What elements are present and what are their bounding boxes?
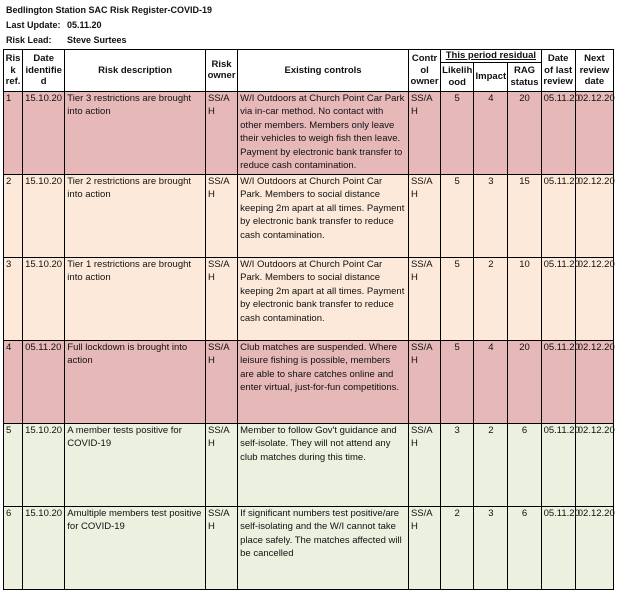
- cell-owner: SS/AH: [205, 423, 237, 506]
- cell-impact: 3: [474, 506, 508, 589]
- cell-owner: SS/AH: [205, 174, 237, 257]
- cell-controls: Club matches are suspended. Where leisure fishing is possible, members are able to share catches online and enter virtual, just-for-fun competitions.: [238, 340, 409, 423]
- cell-control-owner: SS/AH: [408, 340, 440, 423]
- cell-control-owner: SS/AH: [408, 91, 440, 174]
- cell-ref: 3: [4, 257, 23, 340]
- cell-last-review: 05.11.20: [541, 340, 575, 423]
- cell-ref: 5: [4, 423, 23, 506]
- cell-controls: Member to follow Gov't guidance and self-isolate. They will not attend any club matches during this time.: [238, 423, 409, 506]
- cell-likelihood: 2: [441, 506, 474, 589]
- cell-likelihood: 5: [441, 91, 474, 174]
- header-period-residual: This period residual: [441, 50, 541, 63]
- header-impact: Impact: [474, 62, 508, 91]
- cell-likelihood: 3: [441, 423, 474, 506]
- cell-rag: 20: [508, 91, 541, 174]
- cell-ref: 1: [4, 91, 23, 174]
- document-header: [6, 3, 212, 48]
- cell-date-identified: 15.10.20: [23, 91, 65, 174]
- cell-likelihood: 5: [441, 257, 474, 340]
- table-row: [4, 423, 614, 506]
- cell-owner: SS/AH: [205, 506, 237, 589]
- cell-date-identified: 15.10.20: [23, 506, 65, 589]
- risk-lead-row: [6, 33, 212, 48]
- cell-last-review: 05.11.20: [541, 91, 575, 174]
- cell-likelihood: 5: [441, 340, 474, 423]
- cell-owner: SS/AH: [205, 340, 237, 423]
- cell-next-review: 02.12.20: [575, 506, 613, 589]
- header-next-review-date: Next review date: [575, 50, 613, 92]
- cell-control-owner: SS/AH: [408, 506, 440, 589]
- last-update-row: [6, 18, 212, 33]
- cell-ref: 4: [4, 340, 23, 423]
- cell-date-identified: 15.10.20: [23, 423, 65, 506]
- cell-rag: 10: [508, 257, 541, 340]
- header-likelihood: Likelihood: [441, 62, 474, 91]
- cell-last-review: 05.11.20: [541, 423, 575, 506]
- header-rag-status: RAG status: [508, 62, 541, 91]
- cell-date-identified: 15.10.20: [23, 174, 65, 257]
- cell-control-owner: SS/AH: [408, 423, 440, 506]
- header-risk-description: Risk description: [65, 50, 206, 92]
- cell-rag: 15: [508, 174, 541, 257]
- header-risk-owner: Risk owner: [205, 50, 237, 92]
- cell-last-review: 05.11.20: [541, 257, 575, 340]
- cell-control-owner: SS/AH: [408, 257, 440, 340]
- cell-controls: W/I Outdoors at Church Point Car Park. Members to social distance keeping 2m apart at all times. Payment by electronic bank transfer to reduce cash contamination.: [238, 257, 409, 340]
- cell-owner: SS/AH: [205, 91, 237, 174]
- cell-next-review: 02.12.20: [575, 91, 613, 174]
- header-row-top: [4, 50, 614, 63]
- cell-description: Tier 3 restrictions are brought into action: [65, 91, 206, 174]
- last-update-label: Last Update:: [6, 20, 61, 30]
- cell-next-review: 02.12.20: [575, 257, 613, 340]
- document-title: Bedlington Station SAC Risk Register-COVID-19: [6, 5, 213, 15]
- risk-rows: [4, 91, 614, 589]
- cell-description: Full lockdown is brought into action: [65, 340, 206, 423]
- cell-rag: 20: [508, 340, 541, 423]
- cell-control-owner: SS/AH: [408, 174, 440, 257]
- cell-next-review: 02.12.20: [575, 423, 613, 506]
- risk-register-table-wrap: [3, 49, 614, 590]
- cell-ref: 6: [4, 506, 23, 589]
- cell-owner: SS/AH: [205, 257, 237, 340]
- cell-description: Amultiple members test positive for COVID-19: [65, 506, 206, 589]
- cell-rag: 6: [508, 423, 541, 506]
- cell-description: A member tests positive for COVID-19: [65, 423, 206, 506]
- table-row: [4, 91, 614, 174]
- cell-description: Tier 1 restrictions are brought into action: [65, 257, 206, 340]
- cell-impact: 4: [474, 91, 508, 174]
- cell-controls: W/I Outdoors at Church Point Car Park. Members to social distance keeping 2m apart at all times. Payment by electronic bank transfer to reduce cash contamination.: [238, 174, 409, 257]
- cell-controls: If significant numbers test positive/are self-isolating and the W/I cannot take place safely. The matches affected will be cancelled: [238, 506, 409, 589]
- risk-lead-label: Risk Lead:: [6, 35, 52, 45]
- cell-controls: W/I Outdoors at Church Point Car Park via in-car method. No contact with other members. Members only leave their vehicles to weigh fish then leave. Payment by electronic bank transfer to reduce cash contamination.: [238, 91, 409, 174]
- header-control-owner: Control owner: [408, 50, 440, 92]
- last-update-value: 05.11.20: [67, 20, 102, 30]
- cell-ref: 2: [4, 174, 23, 257]
- cell-impact: 2: [474, 257, 508, 340]
- risk-register-table: [3, 49, 614, 590]
- table-row: [4, 340, 614, 423]
- table-row: [4, 174, 614, 257]
- header-date-last-review: Date of last review: [541, 50, 575, 92]
- cell-date-identified: 15.10.20: [23, 257, 65, 340]
- risk-lead-value: Steve Surtees: [67, 35, 127, 45]
- cell-last-review: 05.11.20: [541, 506, 575, 589]
- cell-next-review: 02.12.20: [575, 340, 613, 423]
- header-risk-ref: Risk ref.: [4, 50, 23, 92]
- cell-last-review: 05.11.20: [541, 174, 575, 257]
- header-date-identified: Date identified: [23, 50, 65, 92]
- cell-next-review: 02.12.20: [575, 174, 613, 257]
- header-existing-controls: Existing controls: [238, 50, 409, 92]
- cell-rag: 6: [508, 506, 541, 589]
- cell-impact: 2: [474, 423, 508, 506]
- cell-impact: 4: [474, 340, 508, 423]
- table-row: [4, 506, 614, 589]
- cell-description: Tier 2 restrictions are brought into action: [65, 174, 206, 257]
- cell-impact: 3: [474, 174, 508, 257]
- table-row: [4, 257, 614, 340]
- cell-likelihood: 5: [441, 174, 474, 257]
- cell-date-identified: 05.11.20: [23, 340, 65, 423]
